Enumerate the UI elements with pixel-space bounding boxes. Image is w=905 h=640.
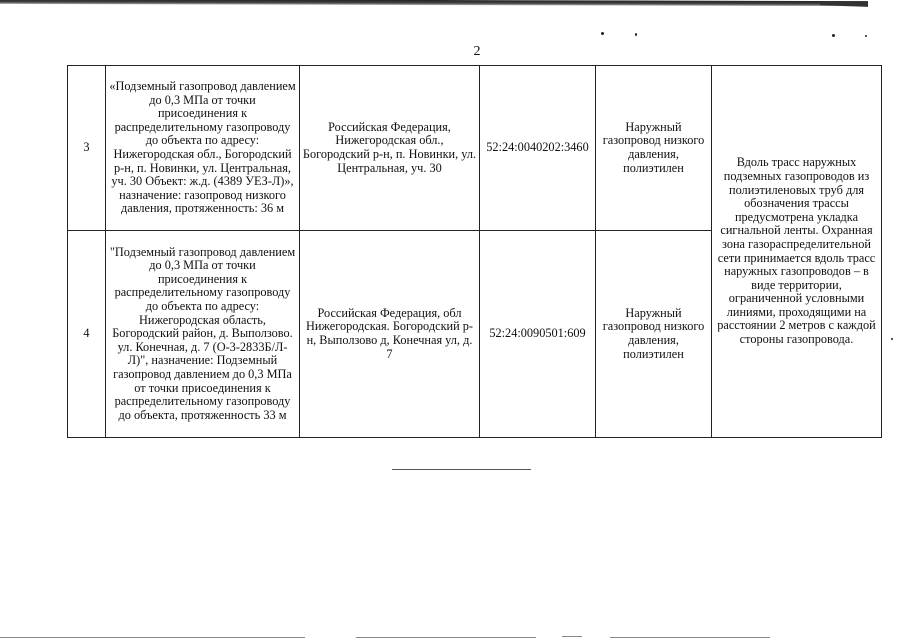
scan-speck [601, 32, 604, 35]
easement-table [67, 65, 882, 438]
object-name-cell [106, 231, 300, 438]
cadastral-number-cell: 52:24:0040202:3460 [480, 66, 596, 231]
row-index-cell: 3 [68, 66, 106, 231]
protection-zone-note-cell: Вдоль трасс наружных подземных газопроводов из полиэтиленовых труб для обозначения трассы предусмотрена укладка сигнальной ленты. Охранная зона газораспределительной сети принимается вдоль трасс наружных газопроводов – в виде территории, ограниченной условными линиями, проходящими на расстоянии 2 метров с каждой стороны газопровода. [712, 66, 882, 438]
end-of-table-divider [392, 469, 531, 470]
table-row [68, 66, 882, 231]
scan-speck [865, 35, 867, 37]
scan-speck [832, 34, 835, 37]
scan-bottom-line [562, 636, 582, 637]
cadastral-number-cell: 52:24:0090501:609 [480, 231, 596, 438]
scan-bottom-line [356, 637, 536, 638]
address-cell: Российская Федерация, Нижегородская обл., Богородский р-н, п. Новинки, ул. Центральная, уч. 30 [300, 66, 480, 231]
object-name-text: "Подземный газопровод давлением до 0,3 МПа от точки присоединения к распределительному газопроводу до объекта по адресу: Нижегородская область, Богородский район, д. Выползово. ул. Конечная, д. 7 (О-3-2833Б/Л-Л)", назначение: Подземный газопровод давлением до 0,3 МПа от точки присоединения к распределительному газопроводу до объекта, протяженность 33 м [109, 244, 296, 422]
pipeline-type-cell: Наружный газопровод низкого давления, полиэтилен [596, 66, 712, 231]
pipeline-type-cell: Наружный газопровод низкого давления, полиэтилен [596, 231, 712, 438]
scan-bottom-line [610, 637, 770, 638]
row-index-cell: 4 [68, 231, 106, 438]
page-number: 2 [473, 44, 481, 59]
object-name-cell [106, 66, 300, 231]
object-name-text: «Подземный газопровод давлением до 0,3 МПа от точки присоединения к распределительному газопроводу до объекта по адресу: Нижегородская обл., Богородский р-н, п. Новинки, ул. Центральная, уч. 30 Объект: ж.д. (4389 УЕЗ-Л)», назначение: газопровод низкого давления, протяженность: 36 м [109, 79, 296, 216]
address-cell: Российская Федерация, обл Нижегородская. Богородский р-н, Выползово д, Конечная ул, д. 7 [300, 231, 480, 438]
scan-top-edge [0, 0, 868, 6]
scan-bottom-line [0, 637, 305, 638]
scan-speck [635, 33, 637, 36]
scan-speck [891, 338, 893, 340]
